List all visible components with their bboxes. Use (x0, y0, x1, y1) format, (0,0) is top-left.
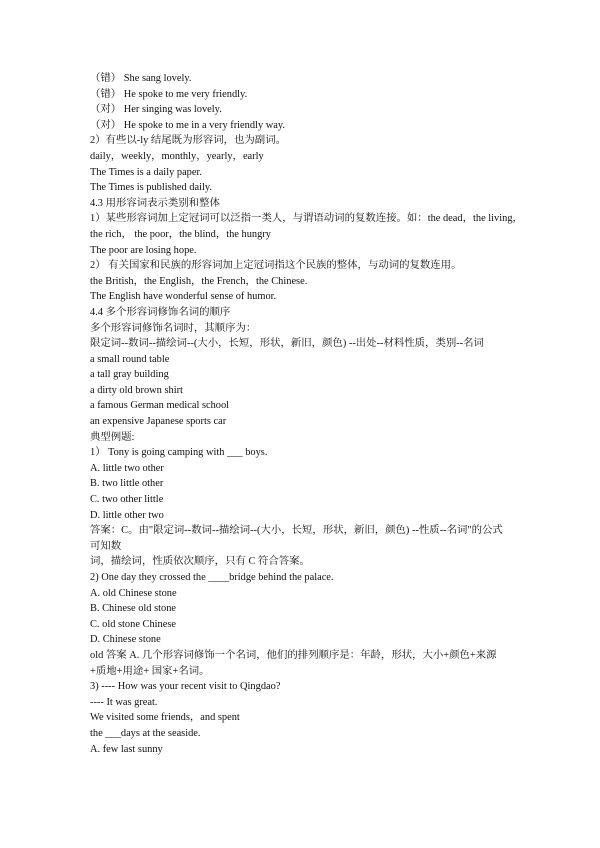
text-line: a dirty old brown shirt (90, 384, 183, 396)
text-line: The Times is a daily paper. (90, 166, 202, 178)
document-page (90, 71, 523, 757)
text-line: We visited some friends，and spent (90, 712, 240, 724)
text-line: 限定词--数词--描绘词--(大小，长短，形状，新旧，颜色) --出处--材料性质，类别--名词 (90, 338, 484, 350)
text-line: a famous German medical school (90, 400, 230, 412)
text-line: a small round table (90, 353, 170, 365)
option-line: C. old stone Chinese (90, 618, 177, 630)
text-line: The poor are losing hope. (90, 244, 197, 256)
text-line: （对） He spoke to me in a very friendly way. (90, 119, 285, 131)
text-line: the rich， the poor，the blind，the hungry (90, 228, 271, 240)
text-line: The Times is published daily. (90, 182, 212, 194)
question-line: 2) One day they crossed the ____bridge behind the palace. (90, 572, 334, 583)
option-line: B. two little other (90, 478, 164, 490)
option-line: B. Chinese old stone (90, 603, 177, 615)
text-line: （错） She sang lovely. (90, 73, 192, 84)
option-line: C. two other little (90, 494, 164, 506)
text-line: 多个形容词修饰名词时，其顺序为： (90, 322, 257, 334)
text-line: 1）某些形容词加上定冠词可以泛指一类人，与谓语动词的复数连接。如：the dead，the living， (90, 213, 523, 225)
section-heading: 4.3 用形容词表示类别和整体 (90, 197, 220, 209)
question-line: 3) ---- How was your recent visit to Qingdao? (90, 681, 281, 693)
text-line: an expensive Japanese sports car (90, 416, 227, 428)
section-heading: 4.4 多个形容词修饰名词的顺序 (90, 306, 231, 318)
answer-line: +质地+用途+ 国家+名词。 (90, 665, 210, 677)
text-line: 2） 有关国家和民族的形容词加上定冠词指这个民族的整体，与动词的复数连用。 (90, 260, 462, 272)
question-line: 1） Tony is going camping with ___ boys. (90, 447, 268, 459)
text-line: ---- It was great. (90, 696, 158, 708)
text-line: 2）有些以-ly 结尾既为形容词，也为副词。 (90, 135, 286, 147)
answer-line: 可知数 (90, 540, 122, 552)
option-line: A. few last sunny (90, 743, 163, 755)
text-line: daily，weekly，monthly，yearly，early (90, 150, 264, 162)
text-line: （错） He spoke to me very friendly. (90, 88, 248, 100)
option-line: A. little two other (90, 462, 164, 474)
text-line: The English have wonderful sense of humor. (90, 291, 277, 303)
text-line: （对） Her singing was lovely. (90, 104, 222, 116)
option-line: D. little other two (90, 509, 164, 521)
answer-line: 答案：C。由"限定词--数词--描绘词--(大小，长短，形状，新旧，颜色) --性质--名词"的公式 (90, 525, 503, 537)
option-line: D. Chinese stone (90, 634, 161, 646)
option-line: A. old Chinese stone (90, 587, 177, 599)
answer-line: 词，描绘词，性质依次顺序，只有 C 符合答案。 (90, 556, 310, 568)
text-line: the ___days at the seaside. (90, 727, 201, 739)
answer-line: old 答案 A. 几个形容词修饰一个名词，他们的排列顺序是：年龄，形状，大小+颜色+来源 (90, 649, 497, 661)
text-line: 典型例题: (90, 431, 135, 443)
text-line: a tall gray building (90, 369, 169, 381)
text-line: the British，the English，the French，the Chinese. (90, 275, 308, 287)
